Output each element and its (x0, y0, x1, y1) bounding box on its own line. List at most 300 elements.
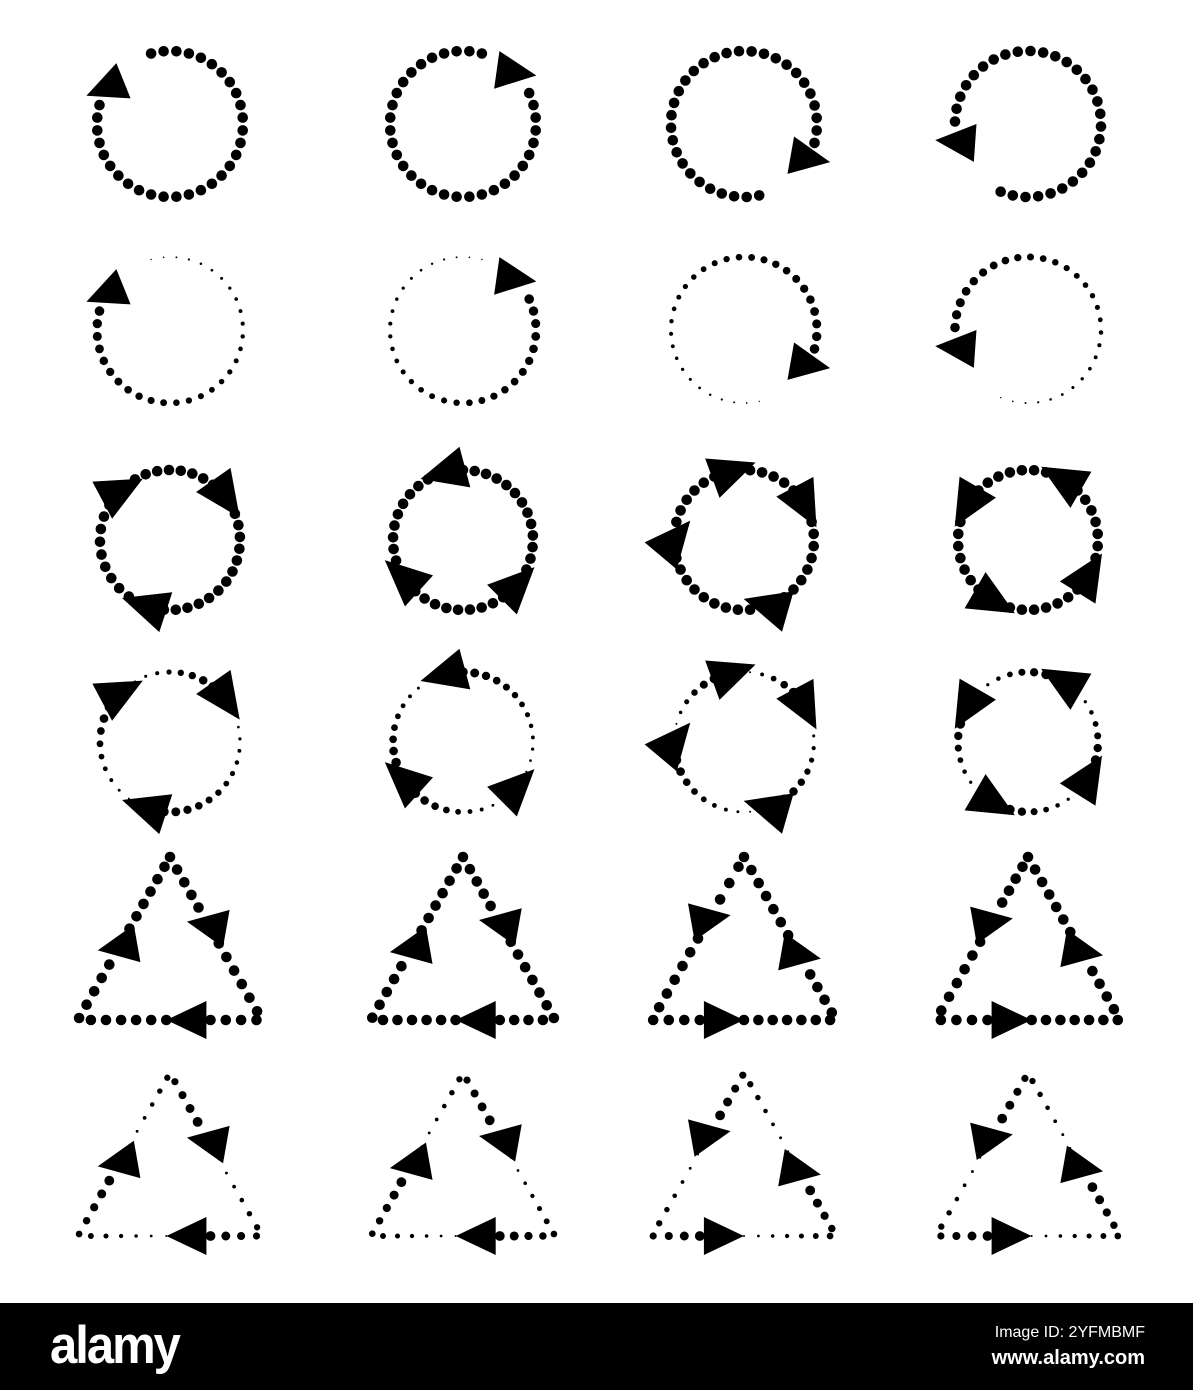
dot (952, 1232, 960, 1240)
dot (239, 309, 243, 313)
dot (811, 1015, 822, 1026)
dot (144, 675, 147, 678)
dot (491, 804, 494, 807)
dot (971, 1170, 974, 1173)
dot (962, 287, 971, 296)
dot (232, 555, 243, 566)
dot (970, 277, 978, 285)
dot (1000, 397, 1001, 398)
dot (529, 759, 532, 762)
dot (103, 766, 108, 771)
dot (1052, 598, 1063, 609)
dot (100, 714, 109, 723)
dot (1005, 467, 1016, 478)
dot (820, 1212, 828, 1220)
dot (1041, 1015, 1052, 1026)
dot (157, 1088, 162, 1093)
dot (1098, 317, 1103, 322)
dot (241, 322, 245, 326)
dot (398, 499, 409, 510)
dot (729, 191, 740, 202)
dot (244, 992, 255, 1003)
dot (798, 778, 805, 785)
dot (946, 1210, 951, 1215)
dot (753, 1015, 764, 1026)
dot (805, 88, 816, 99)
dot (435, 1118, 439, 1122)
dot (776, 917, 787, 928)
dot (746, 865, 757, 876)
arrowhead-icon (387, 926, 433, 970)
dotted-circle-3-arrows-cw-fade-icon (30, 622, 310, 862)
dot (171, 1078, 178, 1085)
dot (1045, 1235, 1048, 1238)
dot (163, 256, 165, 258)
dot (95, 537, 106, 548)
dot (97, 727, 105, 735)
dot (958, 757, 964, 763)
dot (736, 254, 743, 261)
dot (760, 256, 767, 263)
dotted-triangle-arrows-right-fade-icon (604, 1048, 884, 1288)
dot (392, 1015, 403, 1026)
dot (796, 575, 807, 586)
dot (827, 1233, 834, 1240)
dot (1013, 46, 1024, 57)
dot (748, 254, 755, 261)
dot (806, 295, 815, 304)
dot (235, 760, 240, 765)
dot (1051, 902, 1062, 913)
dot (97, 740, 104, 747)
dot (694, 177, 705, 188)
dot (813, 1199, 822, 1208)
arrowhead-icon (970, 900, 1016, 944)
dot (759, 401, 760, 402)
dot (380, 1233, 386, 1239)
dot (1095, 305, 1100, 310)
dot (237, 125, 248, 136)
dot (531, 332, 540, 341)
dot (1040, 255, 1047, 262)
dot (953, 529, 964, 540)
dot (219, 379, 225, 385)
dot (439, 189, 450, 200)
dot (200, 263, 203, 266)
dot (517, 1169, 520, 1172)
arrowhead-icon (79, 63, 130, 113)
dot (150, 1102, 155, 1107)
dot (525, 357, 533, 365)
dot (739, 852, 750, 863)
dot (211, 269, 214, 272)
dot (420, 269, 423, 272)
dot (97, 1189, 106, 1198)
dot (1008, 190, 1019, 201)
dot (165, 852, 176, 863)
dot (198, 393, 204, 399)
dot (1012, 401, 1014, 403)
dot (961, 80, 972, 91)
dot (1031, 808, 1038, 815)
dot (383, 1204, 391, 1212)
dot (825, 1015, 836, 1026)
dot (677, 961, 688, 972)
dot (158, 46, 169, 57)
dot (955, 553, 966, 564)
dot (1033, 191, 1044, 202)
arrowhead-icon (456, 1001, 496, 1039)
dot (427, 185, 438, 196)
dot (518, 161, 529, 172)
dot (227, 566, 238, 577)
dot (709, 598, 720, 609)
dotted-triangle-arrows-right-fade-2-icon (888, 1048, 1168, 1288)
dot (401, 369, 406, 374)
dot (221, 1015, 232, 1026)
dot (456, 1076, 462, 1082)
dot (103, 1233, 108, 1238)
dot (92, 112, 103, 123)
dot (675, 357, 679, 361)
dot (408, 694, 412, 698)
dot (680, 1232, 689, 1241)
dot (237, 1232, 245, 1240)
dot (519, 702, 525, 708)
dot (152, 466, 163, 477)
dot (227, 369, 232, 374)
dot (186, 397, 192, 403)
arrowhead-icon (705, 645, 763, 700)
dot (1017, 604, 1028, 615)
dot (392, 88, 403, 99)
dot (527, 542, 538, 553)
dot (453, 605, 464, 616)
arrowhead-icon (476, 901, 522, 945)
dot (223, 781, 229, 787)
dot (95, 345, 104, 354)
dot (1080, 495, 1091, 506)
dot (956, 298, 965, 307)
dot (430, 900, 441, 911)
dot (131, 911, 142, 922)
dot (410, 1234, 414, 1238)
dot (136, 1130, 139, 1133)
dot (534, 987, 545, 998)
dot (184, 189, 195, 200)
dot (780, 681, 788, 689)
dot (131, 1015, 142, 1026)
dot (193, 902, 204, 913)
dot (449, 1090, 454, 1095)
dot (529, 724, 534, 729)
dot (76, 1231, 83, 1238)
dot (396, 961, 407, 972)
dot (1057, 183, 1068, 194)
dot (472, 876, 483, 887)
dot (1098, 1015, 1109, 1026)
dot (656, 1220, 662, 1226)
dot (674, 86, 685, 97)
dot (204, 593, 215, 604)
dot (1084, 700, 1087, 703)
dot (428, 1131, 431, 1134)
dot (812, 982, 823, 993)
dot (792, 275, 800, 283)
dot (490, 393, 497, 400)
dot (1096, 121, 1107, 132)
dot (1110, 1221, 1117, 1228)
dot (439, 48, 450, 59)
dot (395, 1233, 400, 1238)
dot (1071, 386, 1074, 389)
dot (395, 713, 401, 719)
dot (391, 724, 398, 731)
dot (225, 1172, 228, 1175)
arrowhead-icon (1060, 744, 1120, 805)
dot (959, 964, 970, 975)
dot (669, 332, 673, 336)
dot (1013, 1088, 1021, 1096)
dot (524, 150, 535, 161)
dot (733, 862, 744, 873)
dot (92, 125, 103, 136)
dot (388, 544, 399, 555)
dot (808, 529, 819, 540)
arrowhead-icon (476, 1117, 522, 1161)
dot (978, 61, 989, 72)
dot (1050, 51, 1061, 62)
dot (524, 88, 535, 99)
dot (478, 397, 485, 404)
dot (937, 1232, 944, 1239)
dot (443, 807, 450, 814)
dot (478, 1102, 487, 1111)
dot (1094, 744, 1102, 752)
dot (134, 185, 145, 196)
dot (1068, 176, 1079, 187)
dot (235, 532, 246, 543)
dot (458, 852, 469, 863)
dot (196, 185, 207, 196)
dot (512, 692, 518, 698)
dot (96, 973, 107, 984)
dot (1090, 517, 1101, 528)
dot (680, 75, 691, 86)
dot (395, 297, 399, 301)
dot (1025, 46, 1036, 57)
dot (951, 1015, 962, 1026)
dotted-circle-arrow-ccw-solid-icon (30, 4, 310, 244)
dot (166, 669, 171, 674)
dot (510, 488, 521, 499)
dot (235, 138, 246, 149)
dot (444, 876, 455, 887)
arrowhead-icon (645, 709, 707, 771)
dot (779, 1136, 782, 1139)
dot (990, 262, 998, 270)
dot (187, 468, 198, 479)
dotted-triangle-arrows-left-fade-2-icon (323, 1048, 603, 1288)
dot (809, 138, 820, 149)
dot (172, 864, 183, 875)
dot (419, 593, 430, 604)
dot (451, 191, 462, 202)
dotted-triangle-arrows-left-solid-2-icon (323, 832, 603, 1072)
dotted-circle-arrow-ccw-fade-icon (30, 210, 310, 450)
dot (429, 393, 435, 399)
arrowhead-icon (738, 781, 794, 834)
dot (501, 386, 508, 393)
dot (1113, 1015, 1124, 1026)
arrowhead-icon (1031, 651, 1092, 710)
dot (768, 471, 779, 482)
dot (220, 277, 223, 280)
dot (234, 297, 238, 301)
dot (698, 387, 701, 390)
dot (418, 387, 424, 393)
dot (701, 266, 707, 272)
dot (681, 368, 684, 371)
dot (531, 319, 540, 328)
dot (114, 378, 122, 386)
dot (950, 116, 961, 127)
arrowhead-icon (166, 1217, 206, 1255)
dot (677, 158, 688, 169)
dot (723, 1098, 732, 1107)
dot (689, 485, 700, 496)
dot (159, 862, 170, 873)
arrowhead-icon (184, 903, 230, 947)
dot (952, 978, 963, 989)
dotted-circle-4-arrows-ccw-fade-icon (888, 622, 1168, 862)
dot (665, 1232, 673, 1240)
dot (936, 1005, 947, 1016)
dot (74, 1013, 85, 1024)
dot (158, 191, 169, 202)
dot (700, 681, 708, 689)
dot (96, 549, 107, 560)
dot (198, 473, 209, 484)
dotted-circle-arrow-cw-fade-icon (323, 210, 603, 450)
dot (541, 1000, 552, 1011)
dot (1041, 602, 1052, 613)
dot (955, 1197, 960, 1202)
arrowhead-icon (778, 933, 824, 977)
dot (1029, 465, 1040, 476)
dot (757, 1235, 760, 1238)
dot (104, 959, 115, 970)
dot (96, 524, 107, 535)
dot (493, 677, 501, 685)
dot (410, 277, 413, 280)
arrowhead-icon (1060, 1146, 1106, 1190)
dot (681, 495, 692, 506)
arrowhead-icon (970, 1116, 1016, 1160)
arrowhead-icon (166, 1001, 206, 1039)
dot (671, 147, 682, 158)
dot (1087, 966, 1098, 977)
dot (466, 399, 473, 406)
dot (669, 98, 680, 109)
dot (684, 699, 689, 704)
dot (539, 1232, 546, 1239)
dot (747, 1081, 753, 1087)
dot (176, 466, 187, 477)
dot (437, 888, 448, 899)
alamy-url: www.alamy.com (991, 1346, 1145, 1369)
dot (666, 110, 677, 121)
dot (205, 1015, 216, 1026)
dot (1103, 1208, 1111, 1216)
dot (664, 1207, 669, 1212)
dot (148, 397, 155, 404)
dot (805, 969, 816, 980)
dot (160, 399, 167, 406)
dot (799, 77, 810, 88)
dot (431, 802, 439, 810)
dot (524, 1232, 532, 1240)
dot (394, 358, 399, 363)
dot (749, 671, 751, 673)
dot (800, 285, 808, 293)
dot (398, 161, 409, 172)
dot (754, 190, 765, 201)
dot (1086, 505, 1097, 516)
dot (481, 259, 482, 260)
dot (1094, 979, 1105, 990)
dot (143, 1116, 147, 1120)
dot (698, 58, 709, 69)
dot (531, 735, 535, 739)
dot (993, 471, 1004, 482)
dot (525, 553, 536, 564)
arrowhead-icon (92, 460, 152, 519)
dot (247, 1211, 252, 1216)
dot (783, 267, 791, 275)
dot (171, 605, 182, 616)
dot (1095, 109, 1106, 120)
dot (804, 768, 810, 774)
dot (551, 1231, 558, 1238)
dot (763, 1109, 768, 1114)
dot (455, 809, 461, 815)
dot (1045, 188, 1056, 199)
dot (423, 913, 434, 924)
dot (689, 378, 692, 381)
dot (186, 1104, 195, 1113)
dot (679, 1015, 690, 1026)
dot (528, 530, 539, 541)
dot (1089, 710, 1094, 715)
dot (501, 480, 512, 491)
dot (810, 344, 820, 354)
dot (235, 100, 246, 111)
dot (231, 150, 242, 161)
dot (510, 1231, 519, 1240)
dot (1052, 259, 1058, 265)
dotted-triangle-arrows-left-fade-icon (30, 1048, 310, 1288)
dot (451, 863, 462, 874)
dot (402, 286, 405, 289)
dot (94, 138, 105, 149)
dot (691, 788, 698, 795)
arrowhead-icon (965, 774, 1026, 833)
dot (781, 59, 792, 70)
dot (1090, 293, 1095, 298)
dot (389, 520, 400, 531)
dot (470, 669, 479, 678)
